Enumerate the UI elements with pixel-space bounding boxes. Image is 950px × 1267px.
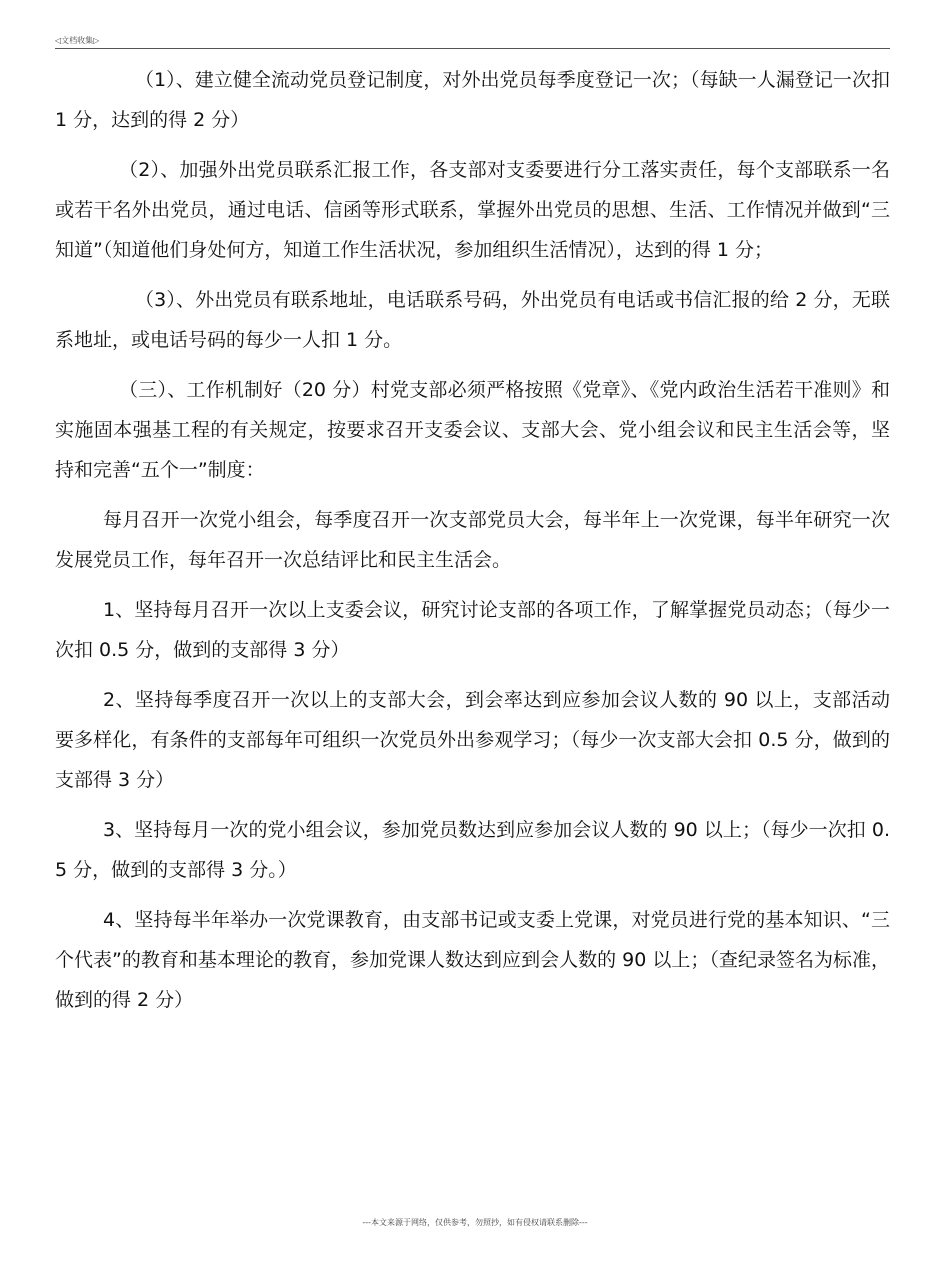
- paragraph-five-ones: 每月召开一次党小组会，每季度召开一次支部党员大会，每半年上一次党课，每半年研究一次发展党员工作，每年召开一次总结评比和民主生活会。: [55, 509, 890, 571]
- paragraph-1-2-contact-report: （2）、加强外出党员联系汇报工作，各支部对支委要进行分工落实责任，每个支部联系一名或若干名外出党员，通过电话、信函等形式联系，掌握外出党员的思想、生活、工作情况并做到“三知道”（知道他们身处何方，知道工作生活状况，参加组织生活情况），达到的得 1 分；: [55, 159, 890, 261]
- paragraph-1-1-registration: （1）、建立健全流动党员登记制度，对外出党员每季度登记一次；（每缺一人漏登记一次扣 1 分，达到的得 2 分）: [55, 69, 890, 131]
- document-body: [55, 60, 890, 1030]
- paragraph-1-3-contact-address: （3）、外出党员有联系地址，电话联系号码，外出党员有电话或书信汇报的给 2 分，无联系地址，或电话号码的每少一人扣 1 分。: [55, 289, 890, 351]
- header-label: ◁文档收集▷: [55, 36, 100, 45]
- paragraph-section-3-work-mechanism: （三）、工作机制好（20 分）村党支部必须严格按照《党章》、《党内政治生活若干准则》和实施固本强基工程的有关规定，按要求召开支委会议、支部大会、党小组会议和民主生活会等，坚持和完善“五个一”制度：: [55, 379, 890, 481]
- page-footer: ---本文来源于网络，仅供参考，勿照抄，如有侵权请联系删除---: [362, 1218, 588, 1227]
- page-header: [55, 34, 890, 49]
- paragraph-item-3: 3、坚持每月一次的党小组会议，参加党员数达到应参加会议人数的 90 以上；（每少一次扣 0.5 分，做到的支部得 3 分。）: [55, 819, 890, 881]
- paragraph-item-1: 1、坚持每月召开一次以上支委会议，研究讨论支部的各项工作，了解掌握党员动态；（每少一次扣 0.5 分，做到的支部得 3 分）: [55, 599, 890, 661]
- paragraph-item-2: 2、坚持每季度召开一次以上的支部大会，到会率达到应参加会议人数的 90 以上，支部活动要多样化，有条件的支部每年可组织一次党员外出参观学习；（每少一次支部大会扣 0.5 分，做到的支部得 3 分）: [55, 689, 890, 791]
- paragraph-item-4: 4、坚持每半年举办一次党课教育，由支部书记或支委上党课，对党员进行党的基本知识、“三个代表”的教育和基本理论的教育，参加党课人数达到应到会人数的 90 以上；（查纪录签名为标准，做到的得 2 分）: [55, 909, 890, 1011]
